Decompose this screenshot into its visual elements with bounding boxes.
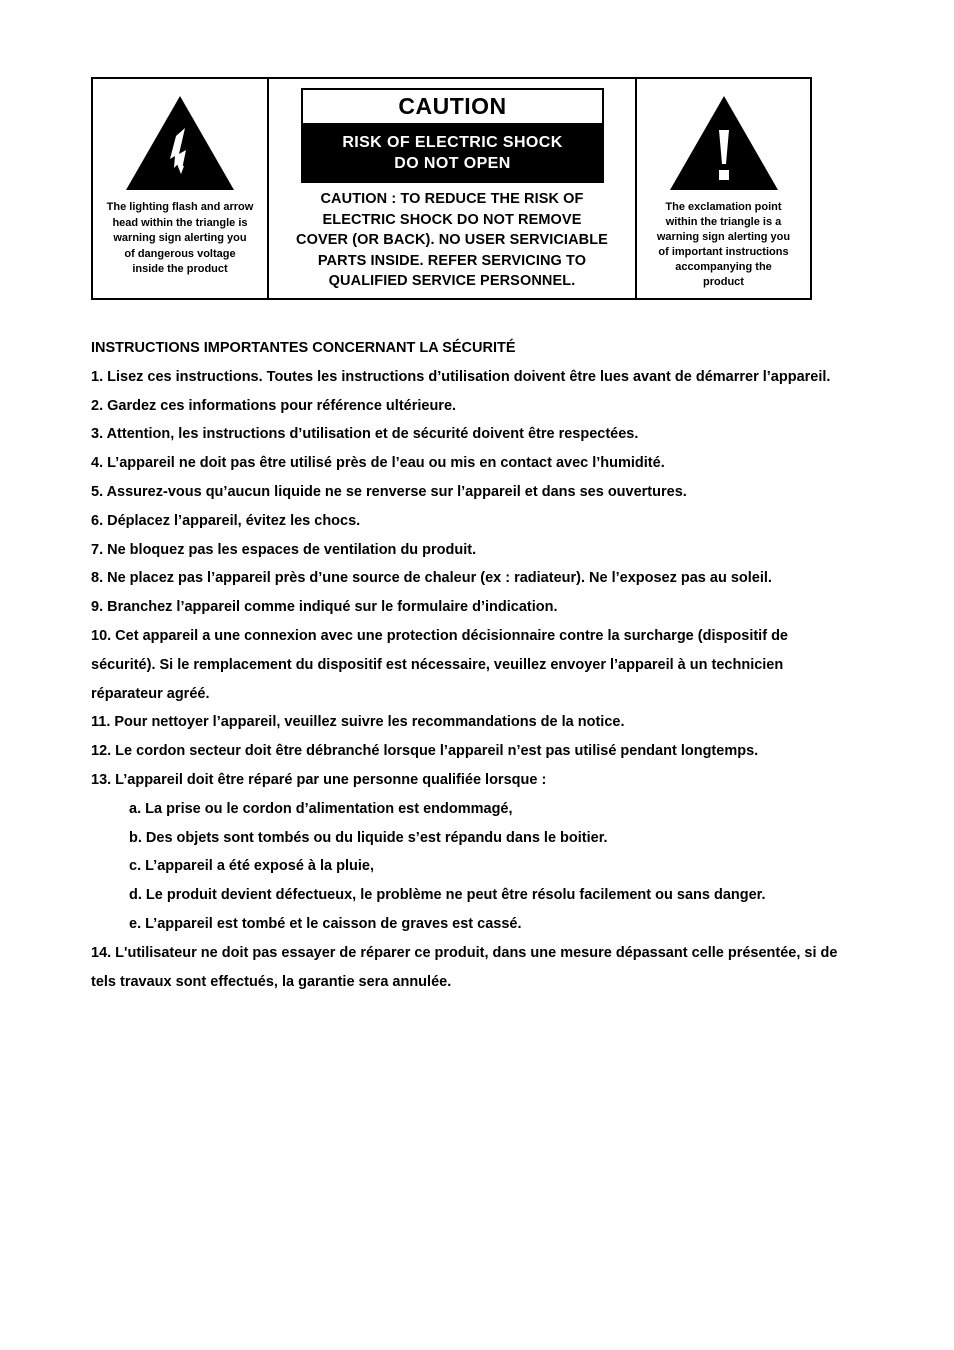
instruction-item: 10. Cet appareil a une connexion avec une protection décisionnaire contre la surcharge (dispositif de sécurité). Si le remplacement du dispositif est nécessaire, veuillez envoyer l’appareil à un technicien réparateur agréé.	[91, 627, 788, 702]
caution-label	[301, 88, 604, 183]
caution-line: QUALIFIED SERVICE PERSONNEL.	[328, 273, 576, 289]
instruction-item: 5. Assurez-vous qu’aucun liquide ne se renverse sur l’appareil et dans ses ouvertures.	[91, 483, 687, 500]
banner-line: DO NOT OPEN	[394, 155, 511, 172]
caption-line: accompanying the	[675, 261, 772, 273]
caption-line: product	[703, 276, 744, 288]
caution-line: COVER (OR BACK). NO USER SERVICIABLE	[296, 232, 608, 248]
instruction-item: 9. Branchez l’appareil comme indiqué sur le formulaire d’indication.	[91, 599, 558, 616]
caution-line: PARTS INSIDE. REFER SERVICING TO	[317, 252, 587, 269]
caption-line: warning sign alerting you	[113, 232, 247, 244]
instruction-subitem: a. La prise ou le cordon d’alimentation est endommagé,	[129, 800, 513, 817]
safety-instructions	[91, 334, 851, 996]
instruction-subitem: d. Le produit devient défectueux, le problème ne peut être résolu facilement ou sans danger.	[129, 887, 766, 904]
exclamation-warning-panel	[637, 79, 810, 298]
caution-panel	[269, 79, 637, 298]
lightning-triangle-icon	[126, 96, 234, 190]
instruction-item: 11. Pour nettoyer l’appareil, veuillez suivre les recommandations de la notice.	[91, 714, 625, 731]
caption-line: inside the product	[132, 263, 228, 275]
instruction-item: 14. L'utilisateur ne doit pas essayer de réparer ce produit, dans une mesure dépassant celle présentée, si de tels travaux sont effectués, la garantie sera annulée.	[91, 944, 838, 990]
caution-title: CAUTION	[398, 93, 507, 119]
instruction-item: 3. Attention, les instructions d’utilisation et de sécurité doivent être respectées.	[91, 426, 639, 443]
lightning-warning-panel	[93, 79, 269, 298]
instruction-item: 12. Le cordon secteur doit être débranché lorsque l’appareil n’est pas utilisé pendant longtemps.	[91, 743, 759, 760]
caption-line: The lighting flash and arrow	[106, 201, 254, 213]
caution-line: ELECTRIC SHOCK DO NOT REMOVE	[322, 211, 582, 228]
instruction-item: 7. Ne bloquez pas les espaces de ventilation du produit.	[91, 541, 477, 558]
instruction-item: 6. Déplacez l’appareil, évitez les chocs.	[91, 512, 361, 529]
caption-line: The exclamation point	[665, 201, 782, 213]
shock-banner	[303, 123, 602, 181]
caption-line: within the triangle is a	[665, 216, 782, 228]
instruction-item: 8. Ne placez pas l’appareil près d’une source de chaleur (ex : radiateur). Ne l’exposez pas au soleil.	[91, 570, 772, 587]
instruction-item: 13. L’appareil doit être réparé par une personne qualifiée lorsque :	[91, 771, 547, 788]
lightning-caption	[93, 200, 267, 278]
caution-warning-box	[91, 77, 812, 300]
exclamation-triangle-icon	[670, 96, 778, 190]
instruction-subitem: c. L’appareil a été exposé à la pluie,	[129, 858, 374, 875]
instruction-item: 4. L’appareil ne doit pas être utilisé près de l’eau ou mis en contact avec l’humidité.	[91, 455, 665, 472]
instruction-subitem: b. Des objets sont tombés ou du liquide s’est répandu dans le boitier.	[129, 829, 608, 846]
section-heading: INSTRUCTIONS IMPORTANTES CONCERNANT LA SÉCURITÉ	[91, 340, 516, 356]
banner-line: RISK OF ELECTRIC SHOCK	[342, 134, 563, 151]
caption-line: head within the triangle is	[112, 216, 248, 229]
caption-line: warning sign alerting you	[656, 231, 791, 243]
instruction-item: 2. Gardez ces informations pour référence ultérieure.	[91, 397, 457, 414]
caption-line: of dangerous voltage	[124, 247, 236, 260]
caution-line: CAUTION : TO REDUCE THE RISK OF	[320, 191, 584, 207]
instruction-item: 1. Lisez ces instructions. Toutes les instructions d’utilisation doivent être lues avant de démarrer l’appareil.	[91, 368, 831, 385]
caution-text	[269, 189, 635, 292]
caption-line: of important instructions	[658, 246, 789, 258]
instruction-subitem: e. L’appareil est tombé et le caisson de graves est cassé.	[129, 915, 522, 932]
exclamation-caption	[637, 200, 810, 290]
